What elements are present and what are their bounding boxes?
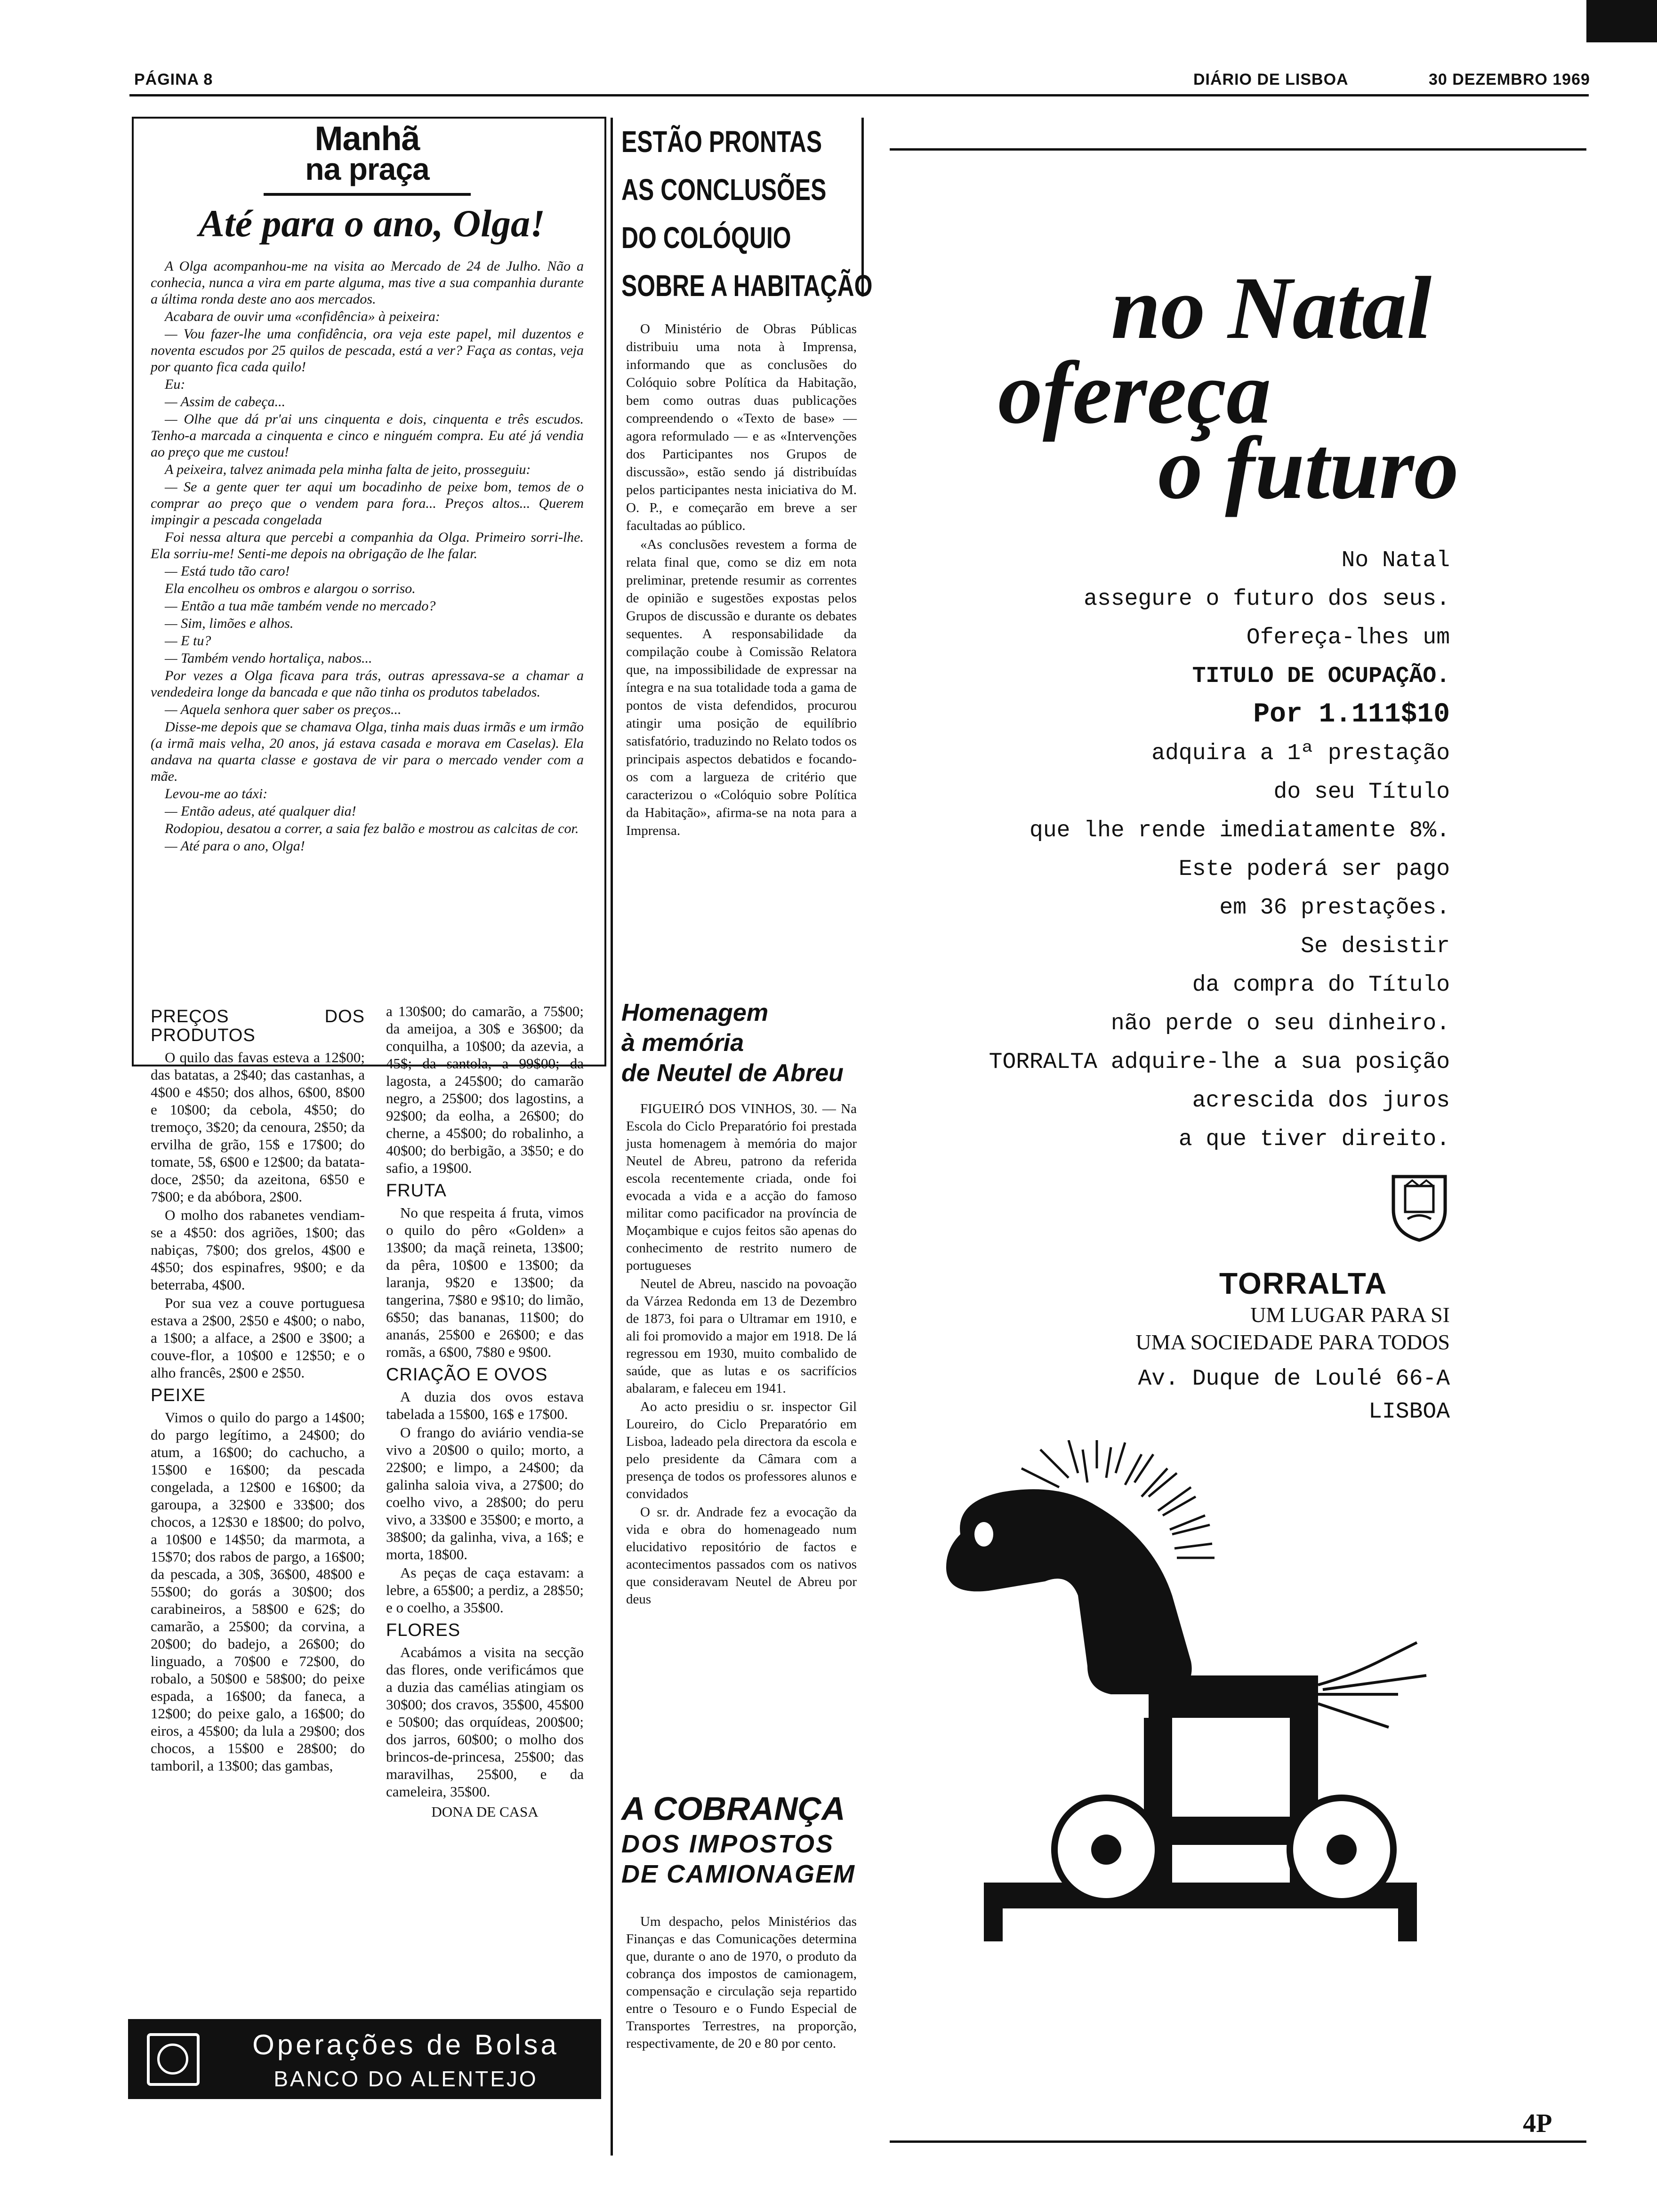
corner-mark: [1586, 0, 1657, 42]
ad-body-line: da compra do Título: [1192, 972, 1450, 998]
kicker-line2: na praça: [305, 152, 429, 186]
headline-line: AS CONCLUSÕES: [621, 173, 827, 207]
paragraph: — Aquela senhora quer saber os preços...: [165, 702, 402, 717]
paragraph: Ao acto presidiu o sr. inspector Gil Loureiro, do Ciclo Preparatório em Lisboa, ladeado pela directora da escola e pelo presidente da Câmara com a presença de todos os professores alunos e convidados: [626, 1399, 857, 1501]
tagline-line: UM LUGAR PARA SI: [1250, 1303, 1450, 1327]
kicker-line1: Manhã: [314, 120, 420, 158]
prices-column-left: [151, 1002, 365, 1775]
paragraph: a 130$00; do camarão, a 75$00; da ameijoa, a 30$ e 36$00; da conquilha, a 10$00; da azevia, a 45$; da santola, a 99$00; da lagosta, a 245$00; do camarão negro, a 25$00; dos lagostins, a 92$00; da eolha, a 26$00; do cherne, a 45$00; do robalinho, a 40$00; do berbigão, a 3$50; e do safio, a 19$00.: [386, 1003, 584, 1176]
paragraph: Um despacho, pelos Ministérios das Finanças e das Comunicações determina que, durante o ano de 1970, o produto da cobrança dos impostos de camionagem, compensação e circulação seja repartido entre o Tesouro e o Fundo Especial de Transportes Terrestres, na proporção, respectivamente, de 20 e 80 por cento.: [626, 1914, 857, 2051]
section-title-precos: PREÇOS DOS PRODUTOS: [151, 1007, 365, 1045]
headline-line: DO COLÓQUIO: [621, 221, 791, 255]
ad-body: [941, 541, 1450, 1159]
section-title-criacao: CRIAÇÃO E OVOS: [386, 1365, 548, 1385]
habitacao-body: [626, 320, 857, 841]
column-divider: [611, 118, 613, 2156]
torralta-tagline: [1083, 1301, 1450, 1356]
paragraph: — Olhe que dá pr'ai uns cinquenta e dois, cinquenta e três escudos. Tenho-a marcada a cinquenta e cinco e ninguém compra. Eu até já vendia ao preço que me custou!: [151, 411, 584, 460]
kicker-rule: [264, 193, 471, 196]
cobranca-body: [626, 1913, 857, 2053]
ad-body-line: TITULO DE OCUPAÇÃO.: [1192, 664, 1450, 689]
ad-body-line: do seu Título: [1273, 779, 1450, 805]
paragraph: Acabámos a visita na secção das flores, onde verificámos que a duzia das camélias atingiam os 30$00; dos cravos, 35$00, 45$00 e 50$00; das orquídeas, 200$00; dos jarros, 60$00; o molho dos brincos-de-princesa, 25$00; das maravilhas, 25$00, e da cameleira, 35$00.: [386, 1644, 584, 1800]
ad-body-line: em 36 prestações.: [1219, 895, 1450, 921]
ad-body-line: Se desistir: [1301, 934, 1450, 959]
section-title-fruta: FRUTA: [386, 1181, 447, 1201]
ad-body-line: que lhe rende imediatamente 8%.: [1030, 818, 1450, 843]
address-line: LISBOA: [1368, 1399, 1450, 1425]
ad-top-rule: [890, 148, 1586, 151]
bolsa-ad: [128, 2019, 601, 2099]
header-rule: [129, 94, 1589, 96]
homenagem-headline: [621, 998, 866, 1088]
paragraph: — Então adeus, até qualquer dia!: [165, 803, 356, 819]
ad-bottom-rule: [890, 2140, 1586, 2143]
paragraph: — E tu?: [165, 633, 211, 649]
torralta-address: [1083, 1362, 1450, 1428]
torralta-brand: TORRALTA: [1219, 1266, 1388, 1300]
paragraph: — Então a tua mãe também vende no mercado?: [165, 598, 436, 614]
headline-line: DOS IMPOSTOS: [621, 1830, 835, 1858]
ad-price-line: Por 1.111$10: [1253, 699, 1450, 730]
paragraph: As peças de caça estavam: a lebre, a 65$00; a perdiz, a 28$50; e o coelho, a 35$00.: [386, 1564, 584, 1616]
ad-body-line: Ofereça-lhes um: [1246, 625, 1450, 650]
intro-text: [151, 258, 584, 855]
paragraph: No que respeita á fruta, vimos o quilo do pêro «Golden» a 13$00; da maçã reineta, 13$00; da pêra, 10$00 e 13$00; da laranja, 9$20 e 13$00; da tangerina, 7$80 e 9$10; do limão, 6$50; das bananas, 11$00; do ananás, 25$00 e 26$00; e das romãs, a 6$00, 7$80 e 9$00.: [386, 1204, 584, 1360]
paragraph: Por vezes a Olga ficava para trás, outras apressava-se a chamar a vendedeira longe da bancada e que não tinha os produtos tabelados.: [151, 668, 584, 700]
headline-line: A COBRANÇA: [621, 1790, 845, 1827]
paragraph: A Olga acompanhou-me na visita ao Mercado de 24 de Julho. Não a conhecia, nunca a vira em parte alguma, mas tive a sua companhia durante a última ronda deste ano aos mercados.: [151, 258, 584, 307]
paragraph: Eu:: [165, 377, 185, 392]
paragraph: O quilo das favas esteva a 12$00; das batatas, a 2$40; das castanhas, a 4$00 e 4$50; dos alhos, 6$00, 8$00 e 10$00; da cebola, 4$50; do tremoço, 3$20; da cenoura, 2$50; da ervilha de grão, 15$ e 17$00; do tomate, 5$, 6$00 e 12$00; da batata-doce, 2$50; da azeitona, 6$50 e 7$00; e da abóbora, 2$00.: [151, 1049, 365, 1205]
paragraph: — Sim, limões e alhos.: [165, 616, 294, 631]
paragraph: Por sua vez a couve portuguesa estava a 2$00, 2$50 e 4$00; o nabo, a 1$00; a alface, a 2$00 e 3$00; a couve-flor, a 10$00 e 12$50; e o alho francês, 2$00 e 2$50.: [151, 1295, 365, 1381]
ad-body-line: No Natal: [1341, 548, 1450, 573]
paragraph: — Assim de cabeça...: [165, 394, 286, 409]
torralta-emblem-icon: [1389, 1172, 1450, 1245]
paragraph: O sr. dr. Andrade fez a evocação da vida e obra do homenageado num elucidativo repositório de factos e acontecimentos passados com os nativos que consideravam Neutel de Abreu por deus: [626, 1505, 857, 1607]
paragraph: Vimos o quilo do pargo a 14$00; do pargo legítimo, a 24$00; do atum, a 16$00; do cachucho, a 15$00 e 16$00; da pescada congelada, a 12$00 e 16$00; da garoupa, a 32$00 e 33$00; dos chocos, a 12$30 e 18$00; do polvo, a 10$00 e 14$50; da marmota, a 15$70; dos rabos de pargo, a 16$00; da pescada, a 30$, 36$00, 48$00 e 55$00; do gorás a 30$00; dos carabineiros, a 58$00 e 62$; do camarão, a 25$00; da corvina, a 20$00; do badejo, a 26$00; do linguado, a 70$00 e 72$00, do robalo, a 50$00 e 58$00; do peixe espada, a 16$00; da faneca, a 12$00; do peixe galo, a 16$00; do eiros, a 45$00; da lula a 29$00; dos chocos, a 15$00 e 28$00; do tamboril, a 13$00; das gambas,: [151, 1409, 365, 1774]
paragraph: Foi nessa altura que percebi a companhia da Olga. Primeiro sorri-lhe. Ela sorriu-me! Senti-me depois na obrigação de lhe falar.: [151, 529, 584, 561]
paragraph: — Também vendo hortaliça, nabos...: [165, 650, 372, 666]
bolsa-ad-bank: BANCO DO ALENTEJO: [273, 2067, 538, 2091]
page-number: PÁGINA 8: [134, 71, 213, 88]
tagline-line: UMA SOCIEDADE PARA TODOS: [1135, 1330, 1450, 1354]
paragraph: — Está tudo tão caro!: [165, 563, 290, 579]
paragraph: Levou-me ao táxi:: [165, 786, 268, 801]
kicker: [132, 120, 603, 186]
ad-body-line: não perde o seu dinheiro.: [1110, 1011, 1450, 1036]
ad-slogan-line2: ofereça: [998, 344, 1271, 442]
prices-column-right: [386, 1002, 584, 1821]
page-date: 30 DEZEMBRO 1969: [1429, 71, 1590, 88]
ad-body-line: acrescida dos juros: [1192, 1088, 1450, 1114]
headline-line: DE CAMIONAGEM: [621, 1860, 855, 1888]
headline-line: de Neutel de Abreu: [621, 1059, 844, 1087]
headline-line: à memória: [621, 1029, 744, 1057]
rocking-horse-illustration: [927, 1440, 1492, 1984]
address-line: Av. Duque de Loulé 66-A: [1138, 1366, 1450, 1392]
section-title-flores: FLORES: [386, 1620, 461, 1640]
paper-name: DIÁRIO DE LISBOA: [1193, 71, 1349, 88]
headline: Até para o ano, Olga!: [199, 202, 545, 245]
ad-body-line: Este poderá ser pago: [1178, 857, 1450, 882]
paragraph: O molho dos rabanetes vendiam-se a 4$50: dos agriões, 1$00; das nabiças, 7$00; dos grelos, 4$00 e 4$50; dos espinafres, 9$00; e da beterraba, 4$00.: [151, 1207, 365, 1293]
paragraph: «As conclusões revestem a forma de relata final que, como se diz em nota preliminar, pretende resumir as correntes de opinião e sugestões expostas pelos Grupos de discussão e durante os debates sequentes. A responsabilidade da compilação coube à Comissão Relatora que, na impossibilidade de expressar na íntegra e na sua totalidade toda a gama de pontos de vista defendidos, procurou atingir uma posição de equilíbrio satisfatório, traduzindo no Relato todos os principais aspectos debatidos e focando-os com a largueza de critério que caracterizou o «Colóquio sobre Política da Habitação», afirma-se na nota para a Imprensa.: [626, 537, 857, 838]
ad-body-line: adquira a 1ª prestação: [1151, 741, 1450, 766]
headline-line: Homenagem: [621, 999, 769, 1026]
paragraph: Disse-me depois que se chamava Olga, tinha mais duas irmãs e um irmão (a irmã mais velha, 20 anos, já estava casada e morava em Caselas). Ela andava na quarta classe e gostava de vir para o mercado vender com a mãe.: [151, 719, 584, 784]
paragraph: — Vou fazer-lhe uma confidência, ora veja este papel, mil duzentos e noventa escudos por 25 quilos de pescada, está a ver? Faça as contas, veja por quanto fica cada quilo!: [151, 326, 584, 375]
paragraph: A duzia dos ovos estava tabelada a 15$00, 16$ e 17$00.: [386, 1388, 584, 1422]
ad-body-line: TORRALTA adquire-lhe a sua posição: [989, 1050, 1450, 1075]
headline-line: SOBRE A HABITAÇÃO: [621, 269, 873, 303]
cobranca-headline: [621, 1788, 866, 1889]
bank-logo-icon: [147, 2033, 200, 2086]
signature: DONA DE CASA: [431, 1803, 539, 1820]
paragraph: Ela encolheu os ombros e alargou o sorriso.: [165, 581, 416, 596]
headline-line: ESTÃO PRONTAS: [621, 125, 822, 159]
paragraph: Acabara de ouvir uma «confidência» à peixeira:: [165, 309, 440, 324]
agency-mark: 4P: [1523, 2109, 1552, 2138]
paragraph: — Até para o ano, Olga!: [165, 838, 305, 854]
homenagem-body: [626, 1100, 857, 1609]
paragraph: A peixeira, talvez animada pela minha falta de jeito, prosseguiu:: [165, 462, 531, 477]
section-title-peixe: PEIXE: [151, 1386, 206, 1405]
paragraph: O frango do aviário vendia-se vivo a 20$00 o quilo; morto, a 22$00; e limpo, a 24$00; da galinha saloia viva, a 27$00; do coelho vivo, a 28$00; do peru vivo, a 33$00 e 35$00; e morto, a 38$00; da galinha, viva, a 16$; e morta, 18$00.: [386, 1424, 584, 1563]
ad-body-line: a que tiver direito.: [1178, 1127, 1450, 1152]
habitacao-headline: [621, 118, 873, 310]
bolsa-ad-title: Operações de Bolsa: [252, 2029, 559, 2060]
paragraph: FIGUEIRÓ DOS VINHOS, 30. — Na Escola do Ciclo Preparatório foi prestada justa homenagem à memória do major Neutel de Abreu, patrono da referida escola recentemente criada, onde foi evocada a vida e a acção do famoso militar como pacificador na província de Moçambique e cujos feitos são apenas do conhecimento de restrito numero de portugueses: [626, 1101, 857, 1273]
paragraph: Neutel de Abreu, nascido na povoação da Várzea Redonda em 13 de Dezembro de 1873, foi para o Ultramar em 1910, e ali foi promovido a major em 1918. De lá regressou em 1930, muito combalido de saúde, que as lutas e os sacrifícios abalaram, e faleceu em 1941.: [626, 1276, 857, 1396]
ad-slogan-line1: no Natal: [1111, 259, 1432, 358]
paragraph: — Se a gente quer ter aqui um bocadinho de peixe bom, temos de o comprar ao preço que o vendem para fora... Preços altos... Querem impingir a pescada congelada: [151, 479, 584, 528]
paragraph: O Ministério de Obras Públicas distribuiu uma nota à Imprensa, informando que as conclusões do Colóquio sobre Política da Habitação, bem como outras duas publicações compreendendo o «Texto de base» — agora reformulado — e as «Intervenções dos Participantes nos Grupos de discussão», estão sendo já distribuídas pelos participantes nesta iniciativa do M. O. P., e começarão em breve a ser facultadas ao público.: [626, 321, 857, 533]
paragraph: Rodopiou, desatou a correr, a saia fez balão e mostrou as calcitas de cor.: [165, 821, 579, 836]
ad-slogan-line3: o futuro: [1158, 419, 1459, 518]
ad-body-line: assegure o futuro dos seus.: [1084, 586, 1450, 612]
